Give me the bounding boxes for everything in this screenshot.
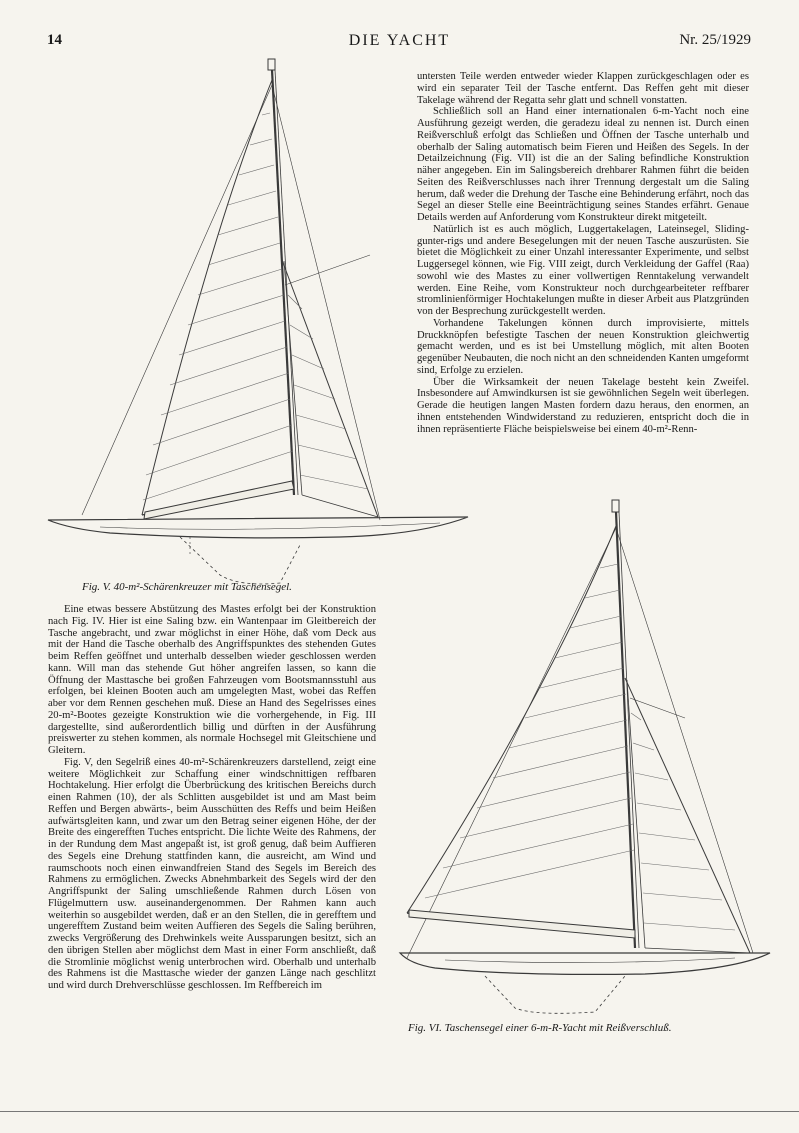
paragraph: Natürlich ist es auch möglich, Luggertakelagen, Lateinsegel, Sliding-gunter-rigs und andere Besegelungen mit der neuen Tasche auszurüsten. Sie bietet die Möglichkeit zu einer Unzahl interessanter Experimente, und selbst Luggersegel können, wie Fig. VIII zeigt, durch Verkleidung der Gaffel (Raa) sowohl wie des Mastes zu einer vollwertigen Renntakelung verwandelt werden. Eine Reihe, vom Konstrukteur noch durchgearbeiteter reffbarer stromlinienförmiger Hochtakelungen mußte in dieser Arbeit aus Platzgründen von der Besprechung zurückgestellt werden. [417, 223, 749, 317]
paragraph: Über die Wirksamkeit der neuen Takelage besteht kein Zweifel. Insbesondere auf Amwindkursen ist sie gewöhnlichen Segeln weit überlegen. Gerade die heutigen langen Masten fordern dazu heraus, den enormen, an ihnen entstehenden Windwiderstand zu reduzieren, entspricht doch die in ihnen repräsentierte Fläche beispielsweise bei einem 40-m²-Renn- [417, 376, 749, 435]
paragraph: Vorhandene Takelungen können durch improvisierte, mittels Druckknöpfen befestigte Taschen der neuen Konstruktion gleichwertig gemacht werden, und es ist bei Umstellung möglich, mit alten Booten gegenüber Neubauten, die noch nicht an den schneidenden Kanten umgeformt sind, Erfolge zu erzielen. [417, 317, 749, 376]
figure-vi-sail-plan [395, 498, 775, 1018]
issue-number: Nr. 25/1929 [679, 32, 751, 48]
figure-v-caption: Fig. V. 40-m²-Schärenkreuzer mit Taschensegel. [82, 581, 292, 593]
paragraph: untersten Teile werden entweder wieder Klappen zurückgeschlagen oder es wird ein separater Teil der Tasche entfernt. Das Reffen geht mit dieser Takelage während der Regatta sehr glatt und schnell vonstatten. [417, 71, 749, 106]
journal-title: DIE YACHT [348, 32, 451, 49]
paragraph: Schließlich soll an Hand einer internationalen 6-m-Yacht noch eine Ausführung gezeigt werden, die geradezu ideal zu nennen ist. Durch einen Reißverschluß erfolgt das Schließen und Öffnen der Tasche unterhalb und oberhalb der Saling automatisch beim Fieren und Heißen des Segels. In der Detailzeichnung (Fig. VII) ist die an der Saling befindliche Konstruktion näher angegeben. Ein im Salingsbereich drehbarer Rahmen führt die beiden Seiten des Reißverschlusses nach ihrer Trennung dergestalt um die Saling herum, daß weder die Drehung der Tasche eine Behinderung erfährt, noch das Segel an dieser Stelle eine Beeinträchtigung seines Standes erfährt. Genaue Details werden auf Anforderung vom Konstrukteur direkt mitgeteilt. [417, 106, 749, 223]
paragraph: Fig. V, den Segelriß eines 40-m²-Schärenkreuzers darstellend, zeigt eine weitere Möglichkeit zur Schaffung einer windschnittigen reffbaren Hochtakelung. Hier erfolgt die Überbrückung des kritischen Bereichs durch einen Rahmen (10), der als Schlitten ausgebildet ist und am Mast beim Reffen und Bergen abwärts-, beim Ausschütten des Reffs und beim Heißen aufwärtsgleiten kann, und zwar um den Betrag seiner eigenen Höhe, der der Breite des eingerefften Tuches entspricht. Die lichte Weite des Rahmens, der in der Rundung dem Mast angepaßt ist, ist groß genug, daß beim Auffieren des Segels eine Drehung stattfinden kann, die ausreicht, am Wind und raumschoots noch einen einwandfreien Stand des Segels im Bereich des Rahmens zu ermöglichen. Zwecks Abnehmbarkeit des Segels wird der den Angriffspunkt der Saling umschließende Rahmen durch Lösen von Flügelmuttern usw. auseinandergenommen. Der Rahmen kann auch weiterhin so ausgebildet werden, daß er an den Stellen, die in gerefftem und ungerefftem Zustand beim weiten Auffieren des Segels die Saling berühren, zwecks Vergrößerung des Drehwinkels weite Aussparungen besitzt, sich an den übrigen Stellen aber möglichst dem Mast in einer Form anschließt, daß die Stromlinie möglichst wenig unterbrochen wird. Oberhalb und unterhalb des Rahmens ist die Masttasche wieder der ganzen Länge nach geschlitzt und wird durch Drehverschlüsse geschlossen. Im Reffbereich im [48, 756, 376, 991]
figure-vi-caption: Fig. VI. Taschensegel einer 6-m-R-Yacht mit Reißverschluß. [408, 1022, 672, 1034]
right-column-text [417, 71, 749, 435]
page-number: 14 [47, 32, 62, 48]
page-bottom-rule [0, 1111, 799, 1112]
left-column-text [48, 604, 376, 992]
paragraph: Eine etwas bessere Abstützung des Mastes erfolgt bei der Konstruktion nach Fig. IV. Hier ist eine Saling bzw. ein Wantenpaar im Gleitbereich der Tasche angebracht, und zwar möglichst in einer Höhe, daß vom Deck aus mit der Hand die Tasche oberhalb des Angriffspunktes des stehenden Gutes beim Reffen geöffnet und unterhalb desselben wieder geschlossen werden kann. Will man das stehende Gut höher angreifen lassen, so kann die Öffnung der Masttasche bei großen Fahrzeugen vom Bootsmannsstuhl aus erfolgen, bei kleinen Booten auch am umgelegten Mast, wobei das Reffen aber vor dem Rennen geschehen muß. Diese an Hand des Segelrisses eines 20-m²-Bootes gezeigte Konstruktion wie die vorhergehende, in Fig. III dargestellte, sind außerordentlich billig und dürften in der Ausführung preiswerter zu stehen kommen, als normale Hochsegel mit Gleitschiene und Gleitern. [48, 604, 376, 756]
